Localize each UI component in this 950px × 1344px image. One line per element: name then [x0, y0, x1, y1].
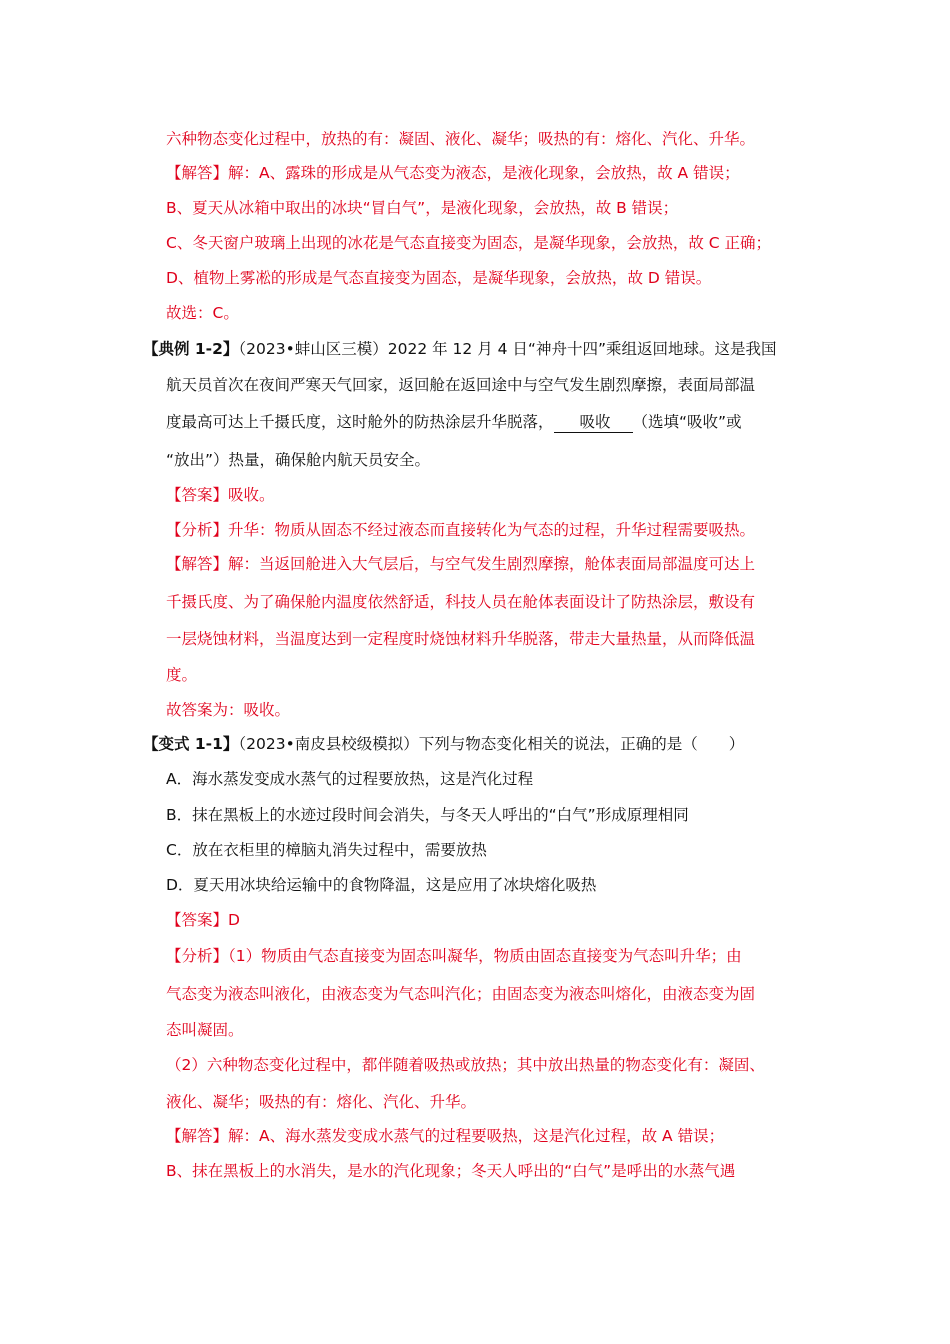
- solution-tag: 【解答】: [166, 555, 229, 573]
- variant-analysis-line4: （2）六种物态变化过程中，都伴随着吸热或放热；其中放出热量的物态变化有：凝固、: [166, 1056, 765, 1074]
- option-a: A．海水蒸发变成水蒸气的过程要放热，这是汽化过程: [166, 770, 534, 788]
- example-1-2-line2: 航天员首次在夜间严寒天气回家，返回舱在返回途中与空气发生剧烈摩擦，表面局部温: [166, 376, 756, 394]
- example-1-2-line1: [143, 338, 776, 360]
- solution-tag: 【解答】: [166, 1127, 229, 1145]
- answer-line: [166, 484, 275, 506]
- variant-tag: 【变式 1-1】: [143, 735, 239, 753]
- analysis-text: 升华：物质从固态不经过液态而直接转化为气态的过程，升华过程需要吸热。: [228, 521, 756, 539]
- analysis-tag: 【分析】: [166, 947, 229, 965]
- solution-text: 解：A、海水蒸发变成水蒸气的过程要吸热，这是汽化过程，故 A 错误；: [228, 1127, 725, 1145]
- variant-analysis-line2: 气态变为液态叫液化，由液态变为气态叫汽化；由固态变为液态叫熔化，由液态变为固: [166, 985, 756, 1003]
- solution-tag: 【解答】: [166, 164, 229, 182]
- variant-analysis-line1: [166, 945, 742, 967]
- example-text: （2023•蚌山区三模）2022 年 12 月 4 日“神舟十四”乘组返回地球。这是我国: [238, 340, 777, 358]
- solution-line1: [166, 553, 755, 575]
- solution-line4: 度。: [166, 666, 198, 684]
- example-1-2-line3: [166, 411, 742, 433]
- final-choice: 故选：C。: [166, 304, 239, 322]
- solution-line3: 一层烧蚀材料，当温度达到一定程度时烧蚀材料升华脱落，带走大量热量，从而降低温: [166, 630, 756, 648]
- answer-tag: 【答案】: [166, 486, 229, 504]
- example-text-pre: 度最高可达上千摄氏度，这时舱外的防热涂层升华脱落，: [166, 413, 554, 431]
- solution-text: 解：A、露珠的形成是从气态变为液态，是液化现象，会放热，故 A 错误；: [228, 164, 740, 182]
- solution-line2: 千摄氏度、为了确保舱内温度依然舒适，科技人员在舱体表面设计了防热涂层，敷设有: [166, 593, 756, 611]
- variant-solution-line1: [166, 1125, 724, 1147]
- answer-tag: 【答案】: [166, 911, 229, 929]
- solution-text: 解：当返回舱进入大气层后，与空气发生剧烈摩擦，舱体表面局部温度可达上: [228, 555, 756, 573]
- fill-in-blank: 吸收: [554, 412, 633, 433]
- solution-line-c: C、冬天窗户玻璃上出现的冰花是气态直接变为固态，是凝华现象，会放热，故 C 正确；: [166, 234, 772, 252]
- option-b: B．抹在黑板上的水迹过段时间会消失，与冬天人呼出的“白气”形成原理相同: [166, 806, 689, 824]
- option-c: C．放在衣柜里的樟脑丸消失过程中，需要放热: [166, 841, 487, 859]
- example-tag: 【典例 1-2】: [143, 340, 239, 358]
- variant-analysis-line5: 液化、凝华；吸热的有：熔化、汽化、升华。: [166, 1093, 477, 1111]
- example-text-post: （选填“吸收”或: [632, 413, 742, 431]
- solution-line-b: B、夏天从冰箱中取出的冰块“冒白气”，是液化现象，会放热，故 B 错误；: [166, 199, 679, 217]
- summary-line: 六种物态变化过程中，放热的有：凝固、液化、凝华；吸热的有：熔化、汽化、升华。: [166, 130, 756, 148]
- variant-solution-line2: B、抹在黑板上的水消失，是水的汽化现象；冬天人呼出的“白气”是呼出的水蒸气遇: [166, 1162, 736, 1180]
- analysis-text: （1）物质由气态直接变为固态叫凝华，物质由固态直接变为气态叫升华；由: [228, 947, 742, 965]
- example-1-2-line4: “放出”）热量，确保舱内航天员安全。: [166, 451, 431, 469]
- variant-analysis-line3: 态叫凝固。: [166, 1021, 244, 1039]
- analysis-tag: 【分析】: [166, 521, 229, 539]
- solution-line-d: D、植物上雾凇的形成是气态直接变为固态，是凝华现象，会放热，故 D 错误。: [166, 269, 712, 287]
- answer-text: D: [228, 911, 240, 929]
- analysis-line: [166, 519, 755, 541]
- option-d: D．夏天用冰块给运输中的食物降温，这是应用了冰块熔化吸热: [166, 876, 597, 894]
- variant-text: （2023•南皮县校级模拟）下列与物态变化相关的说法，正确的是（ ）: [238, 735, 745, 753]
- answer-text: 吸收。: [228, 486, 275, 504]
- solution-line-a: [166, 162, 740, 184]
- variant-answer-line: [166, 909, 240, 931]
- final-answer: 故答案为：吸收。: [166, 701, 291, 719]
- variant-1-1-question: [143, 733, 744, 755]
